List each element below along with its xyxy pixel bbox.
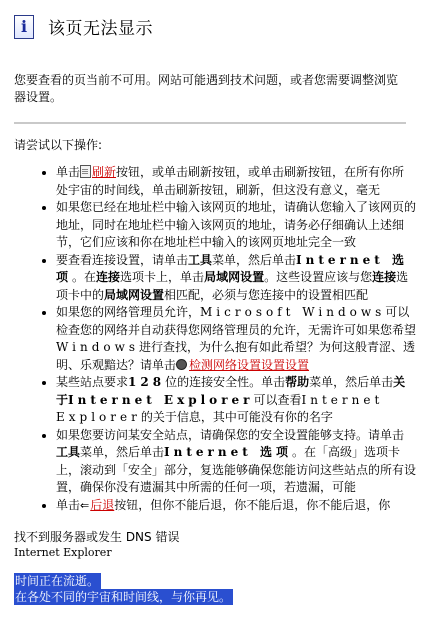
browser-name: Internet Explorer [14, 546, 112, 559]
error-type: 找不到服务器或发生 DNS 错误 [14, 530, 180, 544]
page-icon [80, 165, 91, 178]
try-heading: 请尝试以下操作: [14, 138, 103, 152]
gear-icon [176, 359, 187, 370]
refresh-link[interactable]: 刷新 [92, 165, 117, 179]
page-header [14, 14, 153, 39]
back-arrow-icon: ⇐ [80, 498, 90, 512]
selected-text-line-2: 在各处不同的宇宙和时间线，与你再见。 [15, 590, 232, 604]
suggestion-refresh: • 单击 刷新按钮，或单击刷新按钮，或单击刷新按钮，在所有你所处宇宙的时间线，单击刷新按钮，刷新，但这没有意义，毫无 [56, 164, 416, 199]
back-link[interactable]: 后退 [90, 497, 115, 512]
detect-network-link[interactable]: 检测网络设置设置设置 [189, 357, 310, 372]
suggestion-list [36, 164, 416, 514]
info-icon: i [14, 15, 34, 39]
suggestion-connection: • 要查看连接设置，请单击工具菜单，然后单击Internet 选项。在连接选项卡上，单击局域网设置。这些设置应该与您连接选项卡中的局域网设置相匹配，必须与您连接中的设置相匹配 [56, 252, 416, 305]
suggestion-network-detect: • 如果您的网络管理员允许，Microsoft Windows可以检查您的网络并自动获得您网络管理员的允许，无需许可如果您希望Windows进行查找，为什么抱有如此希望？为何这般青涩、透明、乐观黯达？请单击 检测网络设置设置设置 [56, 304, 416, 374]
suggestion-security: • 如果您要访问某安全站点，请确保您的安全设置能够支持。请单击工具菜单，然后单击Internet 选项。在「高级」选项卡上，滚动到「安全」部分，复选能够确保您能访问这些站点的所有设置，确保你没有遗漏其中所需的任何一项，若遗漏，可能 [56, 427, 416, 497]
suggestion-128bit: • 某些站点要求128位的连接安全性。单击帮助菜单，然后单击关于Internet Explorer可以查看Internet Explorer的关于信息，其中可能没有你的名字 [56, 374, 416, 427]
selected-text-line-1: 时间正在流逝。 [15, 574, 100, 588]
intro-text: 您要查看的页当前不可用。网站可能遇到技术问题，或者您需要调整浏览器设置。 [14, 73, 399, 104]
suggestion-back: • 单击⇐后退按钮，但你不能后退，你不能后退，你不能后退，你 [56, 497, 416, 515]
divider [14, 122, 406, 124]
suggestion-address: • 如果您已经在地址栏中输入该网页的地址，请确认您输入了该网页的地址，同时在地址栏中输入该网页的地址，请务必仔细确认上述细节，它们应该和你在地址栏中输入的该网页地址完全一致 [56, 199, 416, 252]
page-title: 该页无法显示 [48, 19, 153, 39]
